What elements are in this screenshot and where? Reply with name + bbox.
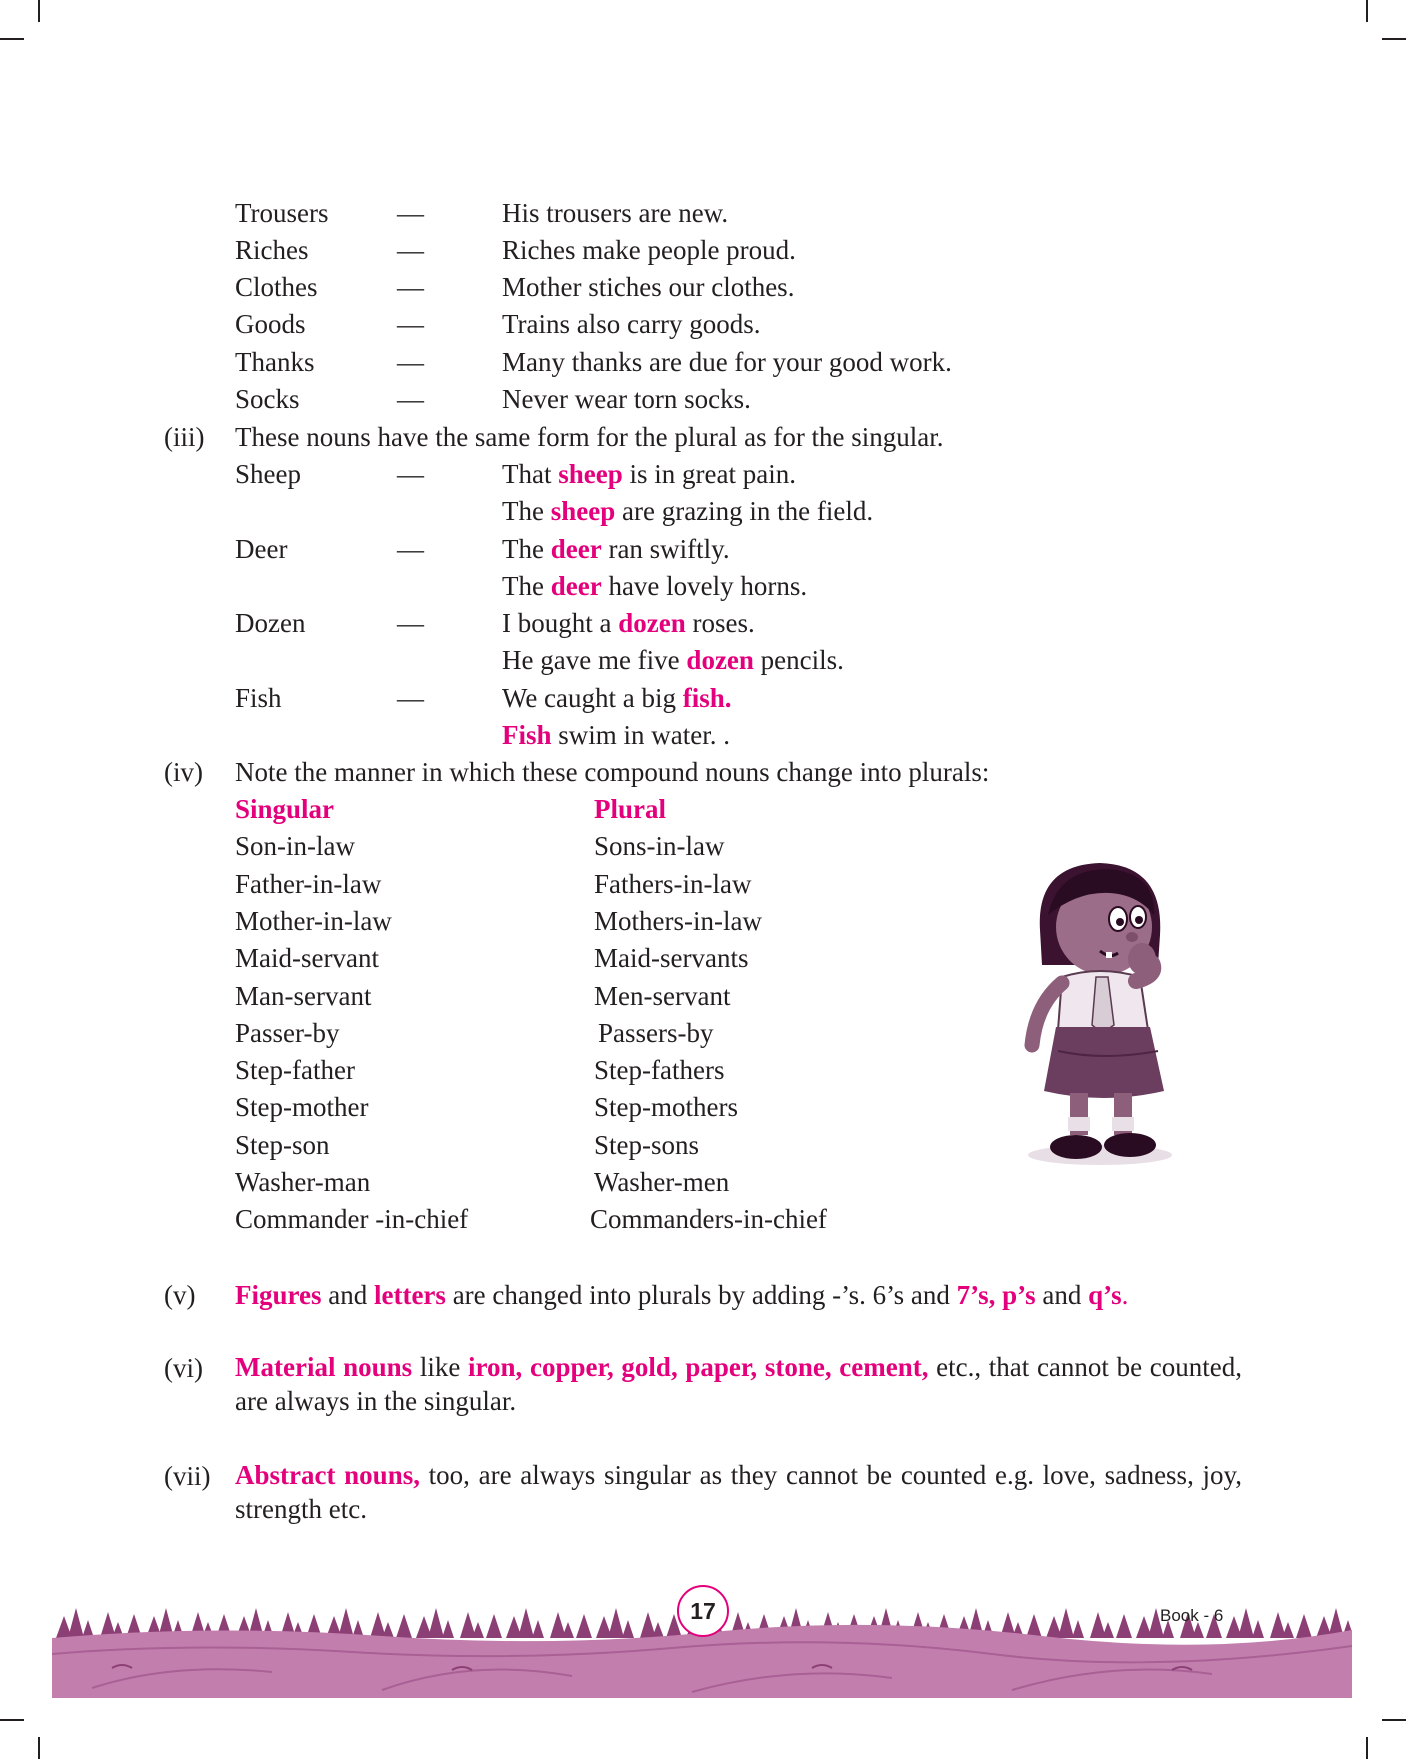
singular-form: Step-son [235,1130,330,1160]
section-heading: Note the manner in which these compound nouns change into plurals: [235,757,990,787]
singular-form: Maid-servant [235,943,379,973]
table-word: Fish [235,683,282,713]
example-sentence: His trousers are new. [502,198,729,228]
crop-mark [1382,1719,1406,1721]
example-sentence: Many thanks are due for your good work. [502,347,952,377]
plural-form: Maid-servants [594,943,749,973]
plural-form: Passers-by [598,1018,714,1048]
table-word: Deer [235,534,288,564]
crop-mark [0,1719,24,1721]
singular-form: Man-servant [235,981,372,1011]
plural-form: Washer-men [594,1167,730,1197]
crop-mark [38,0,40,22]
column-header-plural: Plural [594,794,666,824]
dash: — [397,384,424,414]
plural-form: Step-fathers [594,1055,725,1085]
dash: — [397,459,424,489]
plural-form: Mothers-in-law [594,906,762,936]
example-sentence: The sheep are grazing in the field. [502,496,874,526]
table-word: Dozen [235,608,306,638]
table-word: Clothes [235,272,318,302]
dash: — [397,534,424,564]
singular-form: Step-father [235,1055,355,1085]
dash: — [397,235,424,265]
column-header-singular: Singular [235,794,335,824]
example-sentence: Trains also carry goods. [502,309,761,339]
dash: — [397,198,424,228]
table-word: Sheep [235,459,301,489]
dash: — [397,683,424,713]
singular-form: Step-mother [235,1092,369,1122]
section-marker: (iv) [164,757,203,787]
section-marker: (vi) [164,1353,203,1383]
section-marker: (v) [164,1280,196,1310]
section-text: Abstract nouns, too, are always singular as they cannot be counted e.g. love, sadness, joy, strength etc. [235,1460,1243,1524]
singular-form: Commander -in-chief [235,1204,469,1234]
dash: — [397,608,424,638]
plural-form: Step-mothers [594,1092,738,1122]
crop-mark [0,38,24,40]
book-label: Book - 6 [1160,1606,1224,1625]
singular-form: Son-in-law [235,831,355,861]
dash: — [397,309,424,339]
cartoon-girl-illustration [1018,855,1183,1175]
crop-mark [1366,1737,1368,1759]
plural-form: Sons-in-law [594,831,725,861]
table-word: Thanks [235,347,315,377]
section-text: Figures and letters are changed into plurals by adding -’s. 6’s and 7’s, p’s and q’s. [235,1280,1129,1310]
table-word: Socks [235,384,300,414]
example-sentence: The deer ran swiftly. [502,534,730,564]
example-sentence: I bought a dozen roses. [502,608,755,638]
plural-form: Step-sons [594,1130,700,1160]
singular-form: Washer-man [235,1167,371,1197]
example-sentence: Fish swim in water. . [502,720,731,750]
example-sentence: Riches make people proud. [502,235,796,265]
example-sentence: That sheep is in great pain. [502,459,796,489]
example-sentence: The deer have lovely horns. [502,571,808,601]
crop-mark [1382,38,1406,40]
example-sentence: He gave me five dozen pencils. [502,645,844,675]
table-word: Trousers [235,198,329,228]
table-word: Goods [235,309,306,339]
example-sentence: Mother stiches our clothes. [502,272,795,302]
crop-mark [1366,0,1368,22]
example-sentence: Never wear torn socks. [502,384,751,414]
dash: — [397,347,424,377]
singular-form: Father-in-law [235,869,382,899]
plural-form: Men-servant [594,981,731,1011]
page-number: 17 [677,1585,729,1637]
section-marker: (vii) [164,1461,211,1491]
singular-form: Passer-by [235,1018,340,1048]
dash: — [397,272,424,302]
plural-form: Fathers-in-law [594,869,752,899]
table-word: Riches [235,235,309,265]
section-text: Material nouns like iron, copper, gold, paper, stone, cement, etc., that cannot be counted, are always in the singular. [235,1352,1242,1416]
example-sentence: We caught a big fish. [502,683,732,713]
plural-form: Commanders-in-chief [590,1204,827,1234]
section-marker: (iii) [164,422,205,452]
section-heading: These nouns have the same form for the plural as for the singular. [235,422,944,452]
crop-mark [38,1737,40,1759]
singular-form: Mother-in-law [235,906,392,936]
